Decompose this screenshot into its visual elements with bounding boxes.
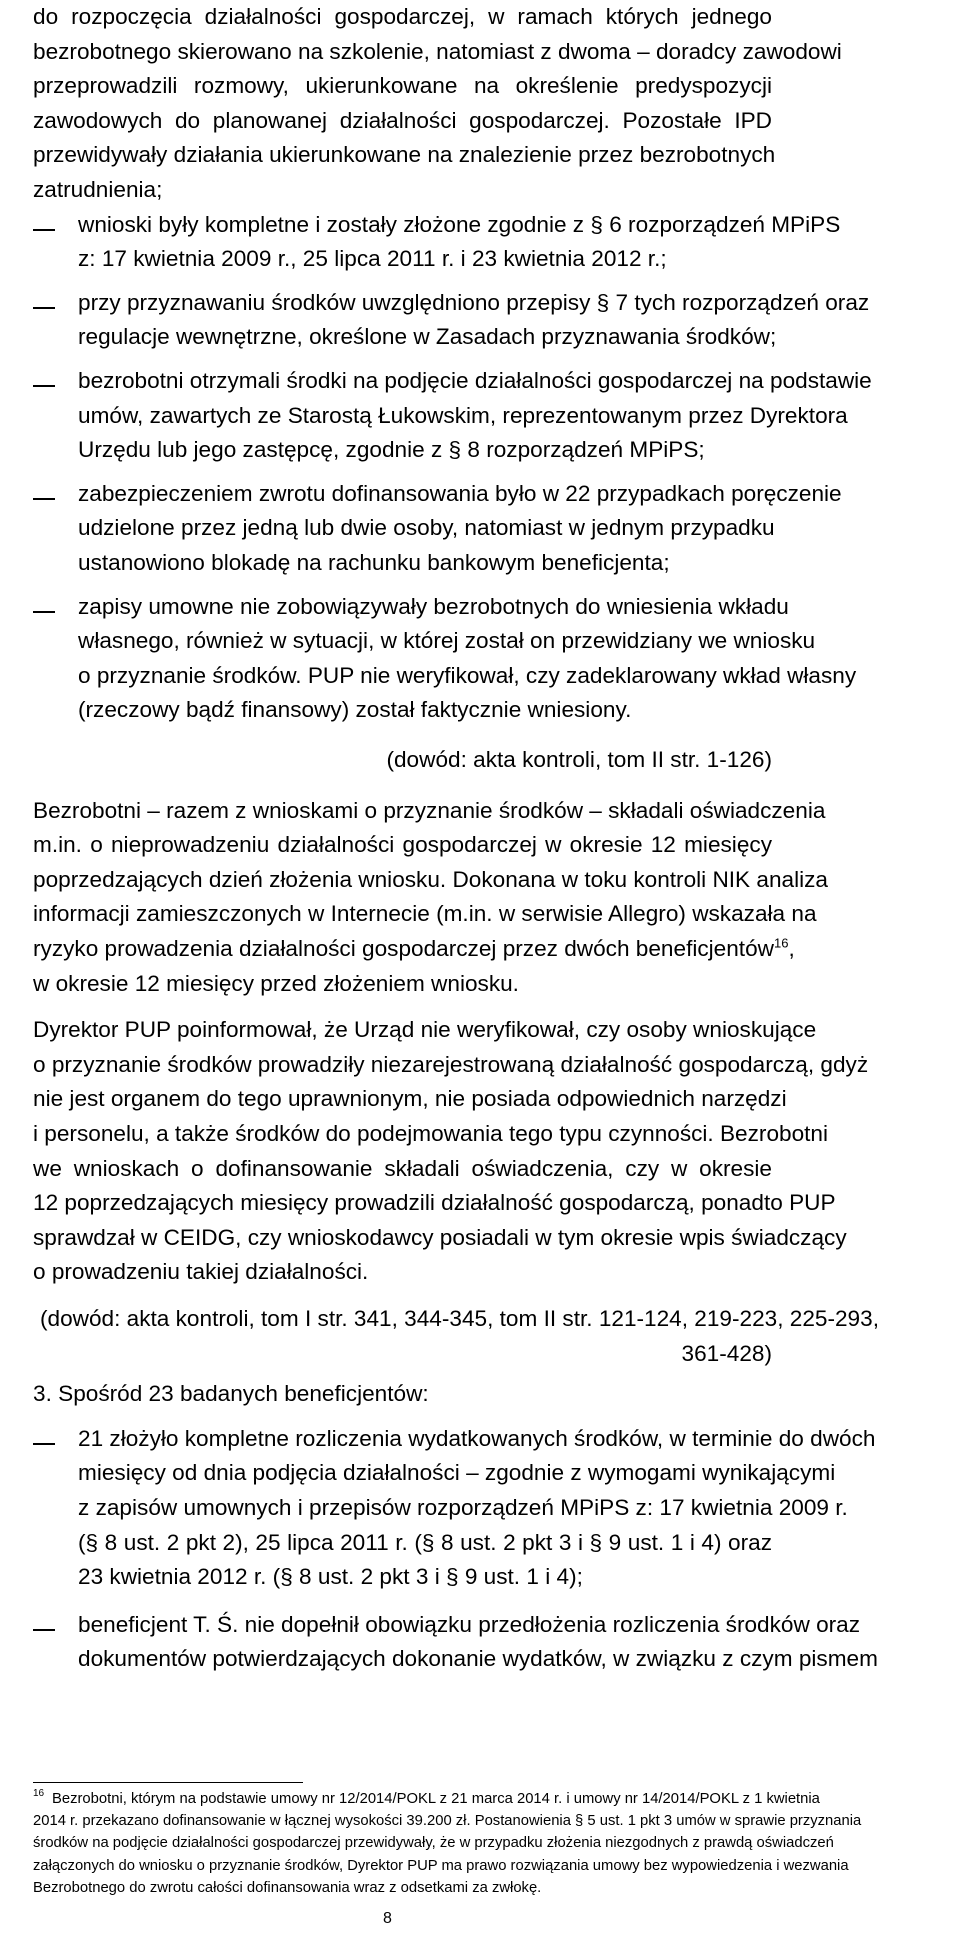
bullet-item-line: miesięcy od dnia podjęcia działalności – zgodnie z wymogami wynikającymi	[78, 1460, 836, 1486]
bullet-item-line: o przyznanie środków. PUP nie weryfikował, czy zadeklarowany wkład własny	[78, 662, 857, 688]
bullet-item-line: Urzędu lub jego zastępcę, zgodnie z § 8 rozporządzeń MPiPS;	[78, 437, 705, 463]
paragraph-line: w okresie 12 miesięcy przed złożeniem wniosku.	[33, 970, 519, 996]
bullet-item-line: (rzeczowy bądź finansowy) został faktycznie wniesiony.	[78, 697, 632, 723]
paragraph-line: informacji zamieszczonych w Internecie (m.in. w serwisie Allegro) wskazała na	[33, 901, 817, 927]
evidence-citation: 361-428)	[681, 1340, 772, 1366]
bullet-dash	[33, 229, 55, 231]
paragraph-line: sprawdzał w CEIDG, czy wnioskodawcy posiadali w tym okresie wpis świadczący	[33, 1224, 847, 1250]
page-number: 8	[383, 1910, 392, 1927]
section-point-heading: 3. Spośród 23 badanych beneficjentów:	[33, 1381, 429, 1407]
bullet-dash	[33, 307, 55, 309]
evidence-citation: (dowód: akta kontroli, tom II str. 1-126)	[386, 747, 772, 772]
footnote-line: Bezrobotnego do zwrotu całości dofinansowania wraz z odsetkami za zwłokę.	[33, 1879, 542, 1896]
paragraph-line: do rozpoczęcia działalności gospodarczej, w ramach których jednego	[33, 4, 772, 29]
paragraph-line: zawodowych do planowanej działalności gospodarczej. Pozostałe IPD	[33, 107, 772, 133]
paragraph-line: Bezrobotni – razem z wnioskami o przyznanie środków – składali oświadczenia	[33, 797, 826, 823]
bullet-item-line: z zapisów umownych i przepisów rozporządzeń MPiPS z: 17 kwietnia 2009 r.	[78, 1495, 848, 1520]
bullet-item-line: 21 złożyło kompletne rozliczenia wydatkowanych środków, w terminie do dwóch	[78, 1425, 876, 1451]
paragraph-text: ryzyko prowadzenia działalności gospodarczej przez dwóch beneficjentów	[33, 936, 774, 961]
paragraph-line: m.in. o nieprowadzeniu działalności gospodarczej w okresie 12 miesięcy	[33, 832, 772, 858]
bullet-item-line: regulacje wewnętrzne, określone w Zasadach przyznawania środków;	[78, 324, 777, 350]
bullet-dash	[33, 1443, 55, 1445]
bullet-item-line: z: 17 kwietnia 2009 r., 25 lipca 2011 r. i 23 kwietnia 2012 r.;	[78, 246, 667, 272]
bullet-item-line: umów, zawartych ze Starostą Łukowskim, reprezentowanym przez Dyrektora	[78, 402, 848, 428]
bullet-dash	[33, 1629, 55, 1631]
bullet-item-line: (§ 8 ust. 2 pkt 2), 25 lipca 2011 r. (§ 8 ust. 2 pkt 3 i § 9 ust. 1 i 4) oraz	[78, 1529, 772, 1555]
footnote-line: Bezrobotni, którym na podstawie umowy nr 12/2014/POKL z 21 marca 2014 r. i umowy nr 14/2014/POKL z 1 kwietnia	[52, 1791, 820, 1807]
comma: ,	[788, 936, 795, 961]
paragraph-line	[33, 932, 795, 967]
bullet-item-line: zapisy umowne nie zobowiązywały bezrobotnych do wniesienia wkładu	[78, 593, 789, 619]
paragraph-line: przeprowadzili rozmowy, ukierunkowane na określenie predyspozycji	[33, 73, 772, 99]
bullet-item-line: zabezpieczeniem zwrotu dofinansowania było w 22 przypadkach poręczenie	[78, 480, 842, 506]
bullet-dash	[33, 611, 55, 613]
footnote-reference[interactable]: 16	[773, 935, 789, 951]
paragraph-line: poprzedzających dzień złożenia wniosku. Dokonana w toku kontroli NIK analiza	[33, 866, 828, 892]
bullet-item-line: własnego, również w sytuacji, w której został on przewidziany we wniosku	[78, 628, 816, 654]
bullet-dash	[33, 385, 55, 387]
bullet-item-line: udzielone przez jedną lub dwie osoby, natomiast w jednym przypadku	[78, 515, 775, 541]
footnote-separator	[33, 1782, 303, 1783]
bullet-dash	[33, 498, 55, 500]
paragraph-line: nie jest organem do tego uprawnionym, nie posiada odpowiednich narzędzi	[33, 1086, 787, 1112]
bullet-item-line: beneficjent T. Ś. nie dopełnił obowiązku przedłożenia rozliczenia środków oraz	[78, 1611, 861, 1637]
bullet-item-line: 23 kwietnia 2012 r. (§ 8 ust. 2 pkt 3 i § 9 ust. 1 i 4);	[78, 1564, 583, 1590]
paragraph-line: 12 poprzedzających miesięcy prowadzili działalność gospodarczą, ponadto PUP	[33, 1190, 836, 1216]
footnote-line: 2014 r. przekazano dofinansowanie w łącznej wysokości 39.200 zł. Postanowienia § 5 ust. 1 pkt 3 umów w sprawie przyznania	[33, 1813, 862, 1830]
bullet-item-line: bezrobotni otrzymali środki na podjęcie działalności gospodarczej na podstawie	[78, 368, 872, 393]
paragraph-line: zatrudnienia;	[33, 177, 163, 202]
paragraph-line: o prowadzeniu takiej działalności.	[33, 1259, 369, 1285]
bullet-item-line: przy przyznawaniu środków uwzględniono przepisy § 7 tych rozporządzeń oraz	[78, 289, 870, 315]
paragraph-line: Dyrektor PUP poinformował, że Urząd nie weryfikował, czy osoby wnioskujące	[33, 1017, 817, 1043]
paragraph-line: we wnioskach o dofinansowanie składali oświadczenia, czy w okresie	[33, 1155, 772, 1181]
evidence-citation: (dowód: akta kontroli, tom I str. 341, 344-345, tom II str. 121-124, 219-223, 225-293,	[40, 1306, 879, 1331]
bullet-item-line: dokumentów potwierdzających dokonanie wydatków, w związku z czym pismem	[78, 1646, 878, 1672]
bullet-item-line: wnioski były kompletne i zostały złożone zgodnie z § 6 rozporządzeń MPiPS	[78, 211, 841, 237]
footnote-number: 16	[33, 1788, 45, 1799]
paragraph-line: przewidywały działania ukierunkowane na znalezienie przez bezrobotnych	[33, 142, 776, 168]
paragraph-line: o przyznanie środków prowadziły niezarejestrowaną działalność gospodarczą, gdyż	[33, 1051, 869, 1077]
footnote-line: środków na podjęcie działalności gospodarczej przewidywały, że w przypadku złożenia niezgodnych z prawdą oświadczeń	[33, 1835, 834, 1852]
paragraph-line: i personelu, a także środków do podejmowania tego typu czynności. Bezrobotni	[33, 1121, 829, 1146]
paragraph-line: bezrobotnego skierowano na szkolenie, natomiast z dwoma – doradcy zawodowi	[33, 38, 842, 64]
footnote-line: załączonych do wniosku o przyznanie środków, Dyrektor PUP ma prawo rozwiązania umowy bez wypowiedzenia i wezwania	[33, 1857, 849, 1874]
bullet-item-line: ustanowiono blokadę na rachunku bankowym beneficjenta;	[78, 550, 670, 575]
